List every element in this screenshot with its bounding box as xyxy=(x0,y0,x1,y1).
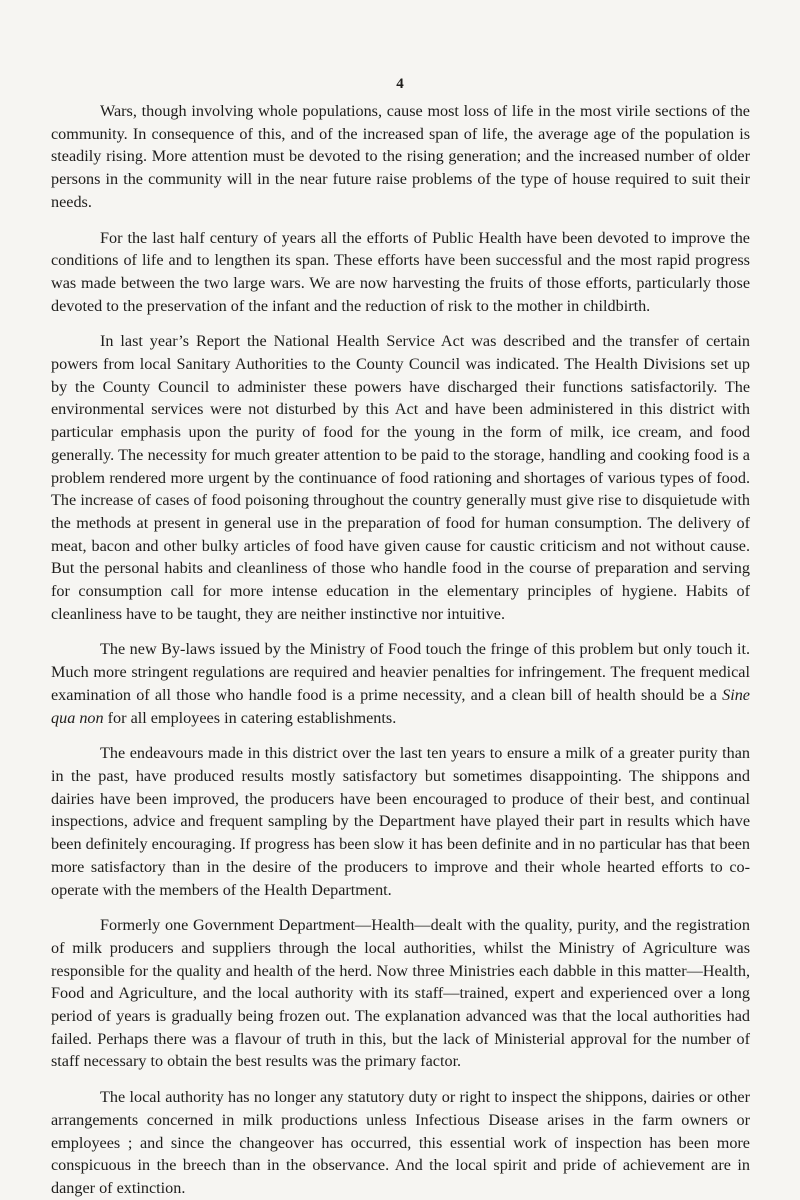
page-number: 4 xyxy=(396,76,404,92)
report-body xyxy=(51,100,750,1200)
paragraph-local-authority: The local authority has no longer any statutory duty or right to inspect the shippons, dairies or other arrangements concerned in milk productions unless Infectious Disease arises in the farm owners or employees ; and since the changeover has occurred, this essential work of inspection has been more conspicuous in the breech than in the observance. And the local spirit and pride of achievement are in danger of extinction. xyxy=(51,1088,750,1197)
paragraph-health-service-act: In last year’s Report the National Health Service Act was described and the transfer of certain powers from local Sanitary Authorities to the County Council was indicated. The Health Divisions set up by the County Council to administer these powers have discharged their functions satisfactorily. The environmental services were not disturbed by this Act and have been administered in this district with particular emphasis upon the purity of food for the young in the form of milk, ice cream, and food generally. The necessity for much greater attention to be paid to the storage, handling and cooking food is a problem rendered more urgent by the continuance of food rationing and shortages of various types of food. The increase of cases of food poisoning throughout the country generally must give rise to disquietude with the methods at present in general use in the preparation of food for human consumption. The delivery of meat, bacon and other bulky articles of food have given cause for caustic criticism and not without cause. But the personal habits and cleanliness of those who handle food in the course of preparation and serving for consumption call for more intense education in the elementary principles of hygiene. Habits of cleanliness have to be taught, they are neither instinctive nor intuitive. xyxy=(51,332,750,623)
paragraph-by-laws xyxy=(51,638,750,729)
paragraph-population: Wars, though involving whole populations, cause most loss of life in the most virile sections of the community. In consequence of this, and of the increased span of life, the average age of the population is steadily rising. More attention must be devoted to the rising generation; and the increased number of older persons in the community will in the near future raise problems of the type of house required to suit their needs. xyxy=(51,102,750,211)
paragraph-government-departments: Formerly one Government Department—Health—dealt with the quality, purity, and the registration of milk producers and suppliers through the local authorities, whilst the Ministry of Agriculture was responsible for the quality and health of the herd. Now three Ministries each dabble in this matter—Health, Food and Agriculture, and the local authority with its staff—trained, expert and experienced over a long period of years is gradually being frozen out. The explanation advanced was that the local authorities had failed. Perhaps there was a flavour of truth in this, but the lack of Ministerial approval for the number of staff necessary to obtain the best results was the primary factor. xyxy=(51,916,750,1071)
by-laws-text-after: for all employees in catering establishments. xyxy=(103,708,397,727)
sine-qua-non-italic: Sine qua non xyxy=(51,685,750,727)
paragraph-milk-purity: The endeavours made in this district over the last ten years to ensure a milk of a greater purity than in the past, have produced results mostly satisfactory but sometimes disappointing. The shippons and dairies have been improved, the producers have been encouraged to produce of their best, and continual inspections, advice and frequent sampling by the Department have played their part in results which have been definitely encouraging. If progress has been slow it has been definite and in no particular has that been more satisfactory than in the desire of the producers to improve and their whole hearted efforts to co-operate with the members of the Health Department. xyxy=(51,744,750,899)
by-laws-text-before: The new By-laws issued by the Ministry of Food touch the fringe of this problem but only touch it. Much more stringent regulations are required and heavier penalties for infringement. The frequent medical examination of all those who handle food is a prime necessity, and a clean bill of health should be a xyxy=(51,640,750,704)
paragraph-public-health: For the last half century of years all the efforts of Public Health have been devoted to improve the conditions of life and to lengthen its span. These efforts have been successful and the most rapid progress was made between the two large wars. We are now harvesting the fruits of those efforts, particularly those devoted to the preservation of the infant and the reduction of risk to the mother in childbirth. xyxy=(51,228,750,315)
